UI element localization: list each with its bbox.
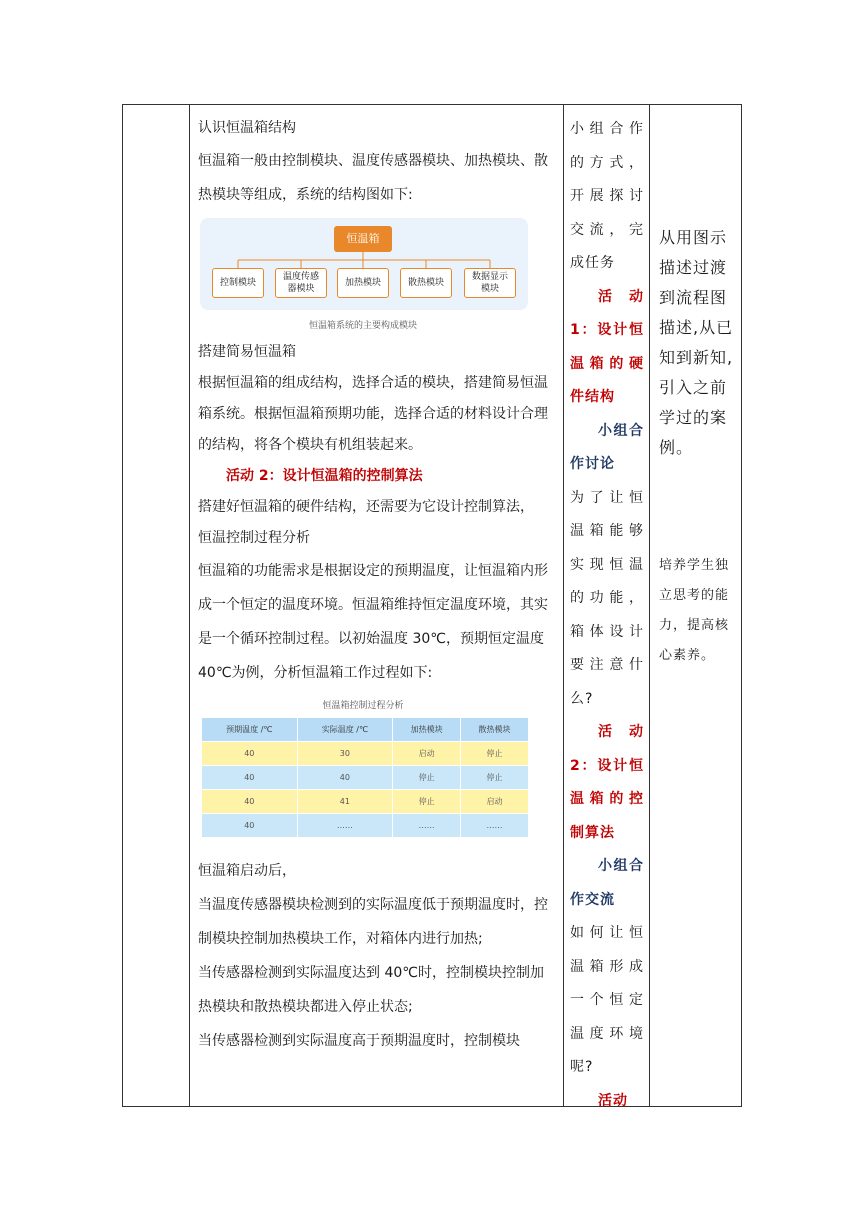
design-intent-column <box>650 105 743 1106</box>
table-header: 预期温度 /℃ <box>202 718 298 742</box>
activity-heading: 活动 2：设计恒温箱的控制算法 <box>226 468 423 484</box>
diagram-node: 数据显示模块 <box>464 268 516 298</box>
paragraph: 当温度传感器模块检测到的实际温度低于预期温度时，控制模块控制加热模块工作，对箱体内进行加热; <box>198 897 548 947</box>
teaching-content <box>190 105 562 1106</box>
question-text: 为了让恒温箱能够实现恒温的功能，箱体设计要注意什么? <box>570 489 644 707</box>
diagram-node: 加热模块 <box>337 268 389 298</box>
design-note: 培养学生独立思考的能力，提高核心素养。 <box>659 558 730 663</box>
paragraph: 恒温箱一般由控制模块、温度传感器模块、加热模块、散热模块等组成，系统的结构图如下: <box>198 153 548 203</box>
activity-heading: 活动2：设计恒温箱的控制算法 <box>570 724 644 841</box>
group-label: 小组合作讨论 <box>570 422 644 472</box>
table-header: 加热模块 <box>393 718 461 742</box>
diagram-caption: 恒温箱系统的主要构成模块 <box>308 321 417 331</box>
control-process-table <box>201 717 529 838</box>
paragraph: 根据恒温箱的组成结构，选择合适的模块，搭建简易恒温箱系统。根据恒温箱预期功能，选择合适的材料设计合理的结构，将各个模块有机组装起来。 <box>198 375 548 453</box>
activity-heading: 活动 <box>598 1092 628 1109</box>
paragraph: 当传感器检测到实际温度达到 40℃时，控制模块控制加热模块和散热模块都进入停止状态; <box>198 965 544 1015</box>
table-row: 40 41 停止 启动 <box>202 790 529 814</box>
lesson-table <box>122 104 742 1107</box>
question-text: 如何让恒温箱形成一个恒定温度环境呢? <box>570 925 644 1075</box>
student-activity-column <box>564 105 648 1109</box>
activity-text: 小组合作的方式，开展探讨交流，完成任务 <box>570 121 644 271</box>
table-row: 40 …… …… …… <box>202 814 529 838</box>
paragraph: 恒温箱启动后， <box>198 863 296 879</box>
diagram-node: 散热模块 <box>400 268 452 298</box>
diagram-root-node: 恒温箱 <box>334 226 392 252</box>
table-header: 散热模块 <box>461 718 529 742</box>
diagram-node: 控制模块 <box>212 268 264 298</box>
paragraph: 当传感器检测到实际温度高于预期温度时，控制模块 <box>198 1033 520 1049</box>
design-note: 从用图示描述过渡到流程图描述,从已知到新知,引入之前学过的案例。 <box>659 228 734 457</box>
section-heading: 恒温控制过程分析 <box>198 530 310 546</box>
table-row: 40 40 停止 停止 <box>202 766 529 790</box>
paragraph: 恒温箱的功能需求是根据设定的预期温度，让恒温箱内形成一个恒定的温度环境。恒温箱维持恒定温度环境，其实是一个循环控制过程。以初始温度 30℃，预期恒定温度 40℃为例，分析恒温箱工作过程如下: <box>198 563 548 681</box>
table-header: 实际温度 /℃ <box>297 718 393 742</box>
section-heading: 认识恒温箱结构 <box>198 120 296 136</box>
activity-heading: 活动1：设计恒温箱的硬件结构 <box>570 288 644 405</box>
section-heading: 搭建简易恒温箱 <box>198 344 296 360</box>
group-label: 小组合作交流 <box>570 858 644 908</box>
structure-diagram <box>200 218 528 310</box>
table-row: 40 30 启动 停止 <box>202 742 529 766</box>
table-title: 恒温箱控制过程分析 <box>322 701 404 711</box>
diagram-node: 温度传感器模块 <box>275 268 327 298</box>
paragraph: 搭建好恒温箱的硬件结构，还需要为它设计控制算法， <box>198 499 534 515</box>
